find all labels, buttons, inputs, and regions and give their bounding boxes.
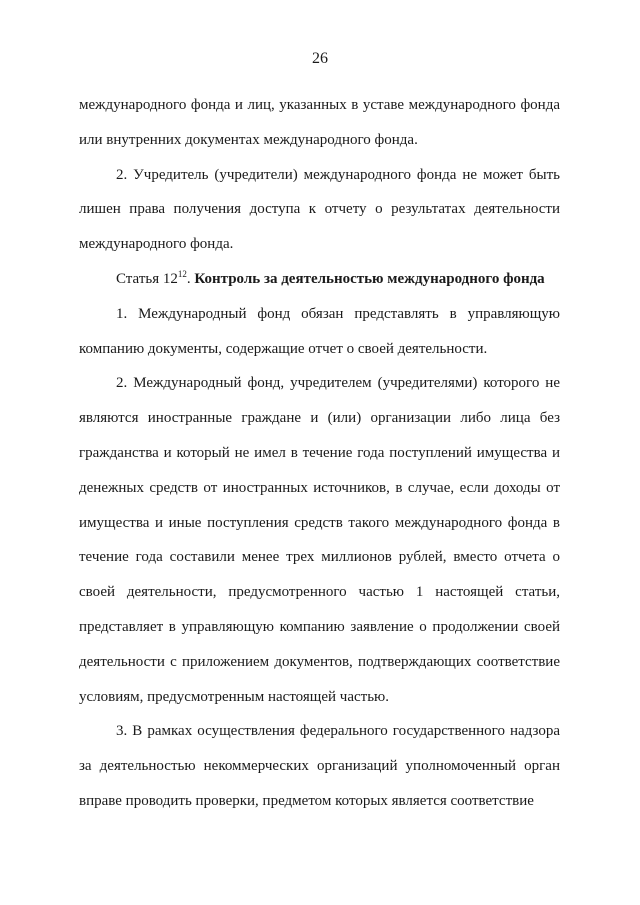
paragraph-founder-rights: 2. Учредитель (учредители) международного фонда не может быть лишен права получения доступа к отчету о результатах деятельности международного фонда. — [79, 166, 560, 253]
article-superscript: 12 — [177, 268, 187, 279]
paragraph-continuation: международного фонда и лиц, указанных в уставе международного фонда или внутренних документах международного фонда. — [79, 97, 560, 148]
article-heading — [79, 262, 560, 297]
page-number: 26 — [312, 50, 328, 67]
document-body — [79, 88, 560, 819]
article-title: Контроль за деятельностью международного фонда — [194, 270, 545, 287]
article-prefix: Статья 12 — [116, 270, 178, 287]
article-paragraph-3: 3. В рамках осуществления федерального государственного надзора за деятельностью некоммерческих организаций уполномоченный орган вправе проводить проверки, предметом которых является соответствие — [79, 723, 560, 809]
article-dot: . — [186, 270, 191, 287]
article-paragraph-1: 1. Международный фонд обязан представлять в управляющую компанию документы, содержащие отчет о своей деятельности. — [79, 305, 560, 357]
article-paragraph-2: 2. Международный фонд, учредителем (учредителями) которого не являются иностранные граждане и (или) организации либо лица без гражданства и который не имел в течение года поступлений имущества и денежных средств от иностранных источников, в случае, если доходы от имущества и иные поступления средств такого международного фонда в течение года составили менее трех миллионов рублей, вместо отчета о своей деятельности, предусмотренного частью 1 настоящей статьи, представляет в управляющую компанию заявление о продолжении своей деятельности с приложением документов, подтверждающих соответствие условиям, предусмотренным настоящей частью. — [79, 375, 560, 705]
